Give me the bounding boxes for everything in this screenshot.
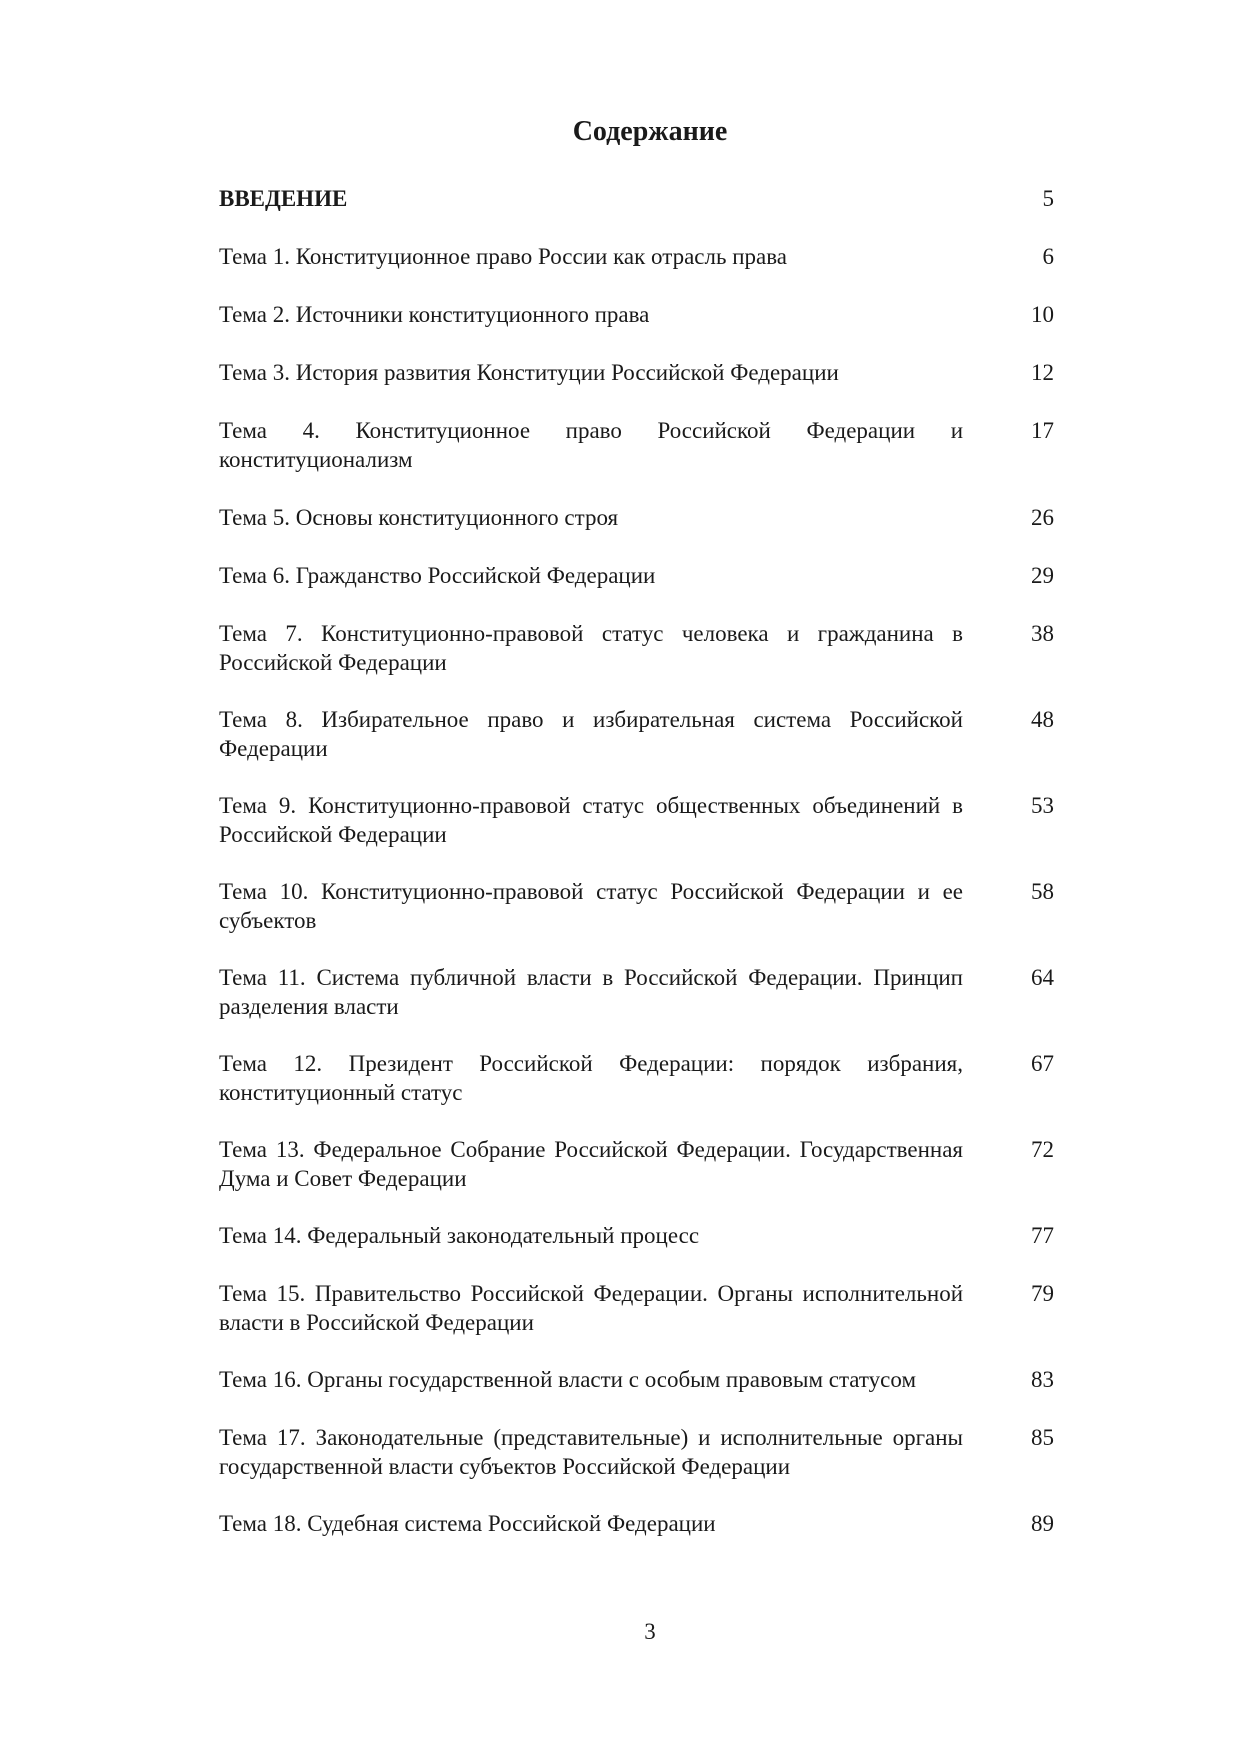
toc-entry-topic-13 — [219, 1135, 1054, 1193]
toc-entry-label: Тема 4. Конституционное право Российской Федерации и конституционализм — [219, 418, 963, 472]
toc-entry-page: 12 — [1031, 360, 1054, 385]
toc-entry-label: Тема 1. Конституционное право России как отрасль права — [219, 244, 787, 269]
toc-entry-topic-8 — [219, 705, 1054, 763]
toc-entry-page: 58 — [1031, 879, 1054, 904]
toc-entry-topic-11 — [219, 963, 1054, 1021]
toc-entry-label: Тема 5. Основы конституционного строя — [219, 505, 619, 530]
toc-entry-topic-15 — [219, 1279, 1054, 1337]
toc-entry-topic-17 — [219, 1423, 1054, 1481]
toc-entry-label: Тема 17. Законодательные (представительные) и исполнительные органы государственной власти субъектов Российской Федерации — [219, 1425, 963, 1479]
toc-entry-label: Тема 14. Федеральный законодательный процесс — [219, 1223, 700, 1248]
toc-entry-page: 64 — [1031, 965, 1054, 990]
toc-entry-topic-6 — [219, 561, 1054, 591]
toc-entry-label: Тема 9. Конституционно-правовой статус общественных объединений в Российской Федерации — [219, 793, 963, 847]
toc-entry-page: 89 — [1031, 1511, 1054, 1536]
toc-entry-topic-4 — [219, 416, 1054, 474]
toc-entry-label: Тема 16. Органы государственной власти с особым правовым статусом — [219, 1367, 916, 1392]
toc-entry-page: 83 — [1031, 1367, 1054, 1392]
toc-entry-topic-10 — [219, 877, 1054, 935]
toc-entry-page: 6 — [1042, 244, 1054, 269]
toc-entry-page: 38 — [1031, 621, 1054, 646]
toc-entry-label: Тема 11. Система публичной власти в Российской Федерации. Принцип разделения власти — [219, 965, 963, 1019]
toc-entry-topic-2 — [219, 300, 1054, 330]
toc-entry-page: 10 — [1031, 302, 1054, 327]
toc-entry-label: Тема 7. Конституционно-правовой статус человека и гражданина в Российской Федерации — [219, 621, 963, 675]
toc-entry-page: 5 — [1042, 186, 1054, 211]
toc-entry-topic-14 — [219, 1221, 1054, 1251]
toc-entry-topic-7 — [219, 619, 1054, 677]
page-number: 3 — [644, 1619, 656, 1644]
toc-entry-topic-3 — [219, 358, 1054, 388]
toc-entry-label: Тема 15. Правительство Российской Федерации. Органы исполнительной власти в Российской Федерации — [219, 1281, 963, 1335]
toc-entry-page: 72 — [1031, 1137, 1054, 1162]
toc-entry-page: 77 — [1031, 1223, 1054, 1248]
toc-entry-label: Тема 8. Избирательное право и избирательная система Российской Федерации — [219, 707, 963, 761]
table-of-contents — [219, 184, 1054, 1539]
toc-entry-topic-5 — [219, 503, 1054, 533]
toc-entry-page: 67 — [1031, 1051, 1054, 1076]
toc-entry-label: Тема 10. Конституционно-правовой статус Российской Федерации и ее субъектов — [219, 879, 963, 933]
toc-entry-page: 26 — [1031, 505, 1054, 530]
toc-entry-page: 17 — [1031, 418, 1054, 443]
toc-entry-label: Тема 6. Гражданство Российской Федерации — [219, 563, 656, 588]
toc-entry-label: Тема 13. Федеральное Собрание Российской Федерации. Государственная Дума и Совет Федерации — [219, 1137, 963, 1191]
toc-entry-page: 48 — [1031, 707, 1054, 732]
toc-entry-page: 79 — [1031, 1281, 1054, 1306]
toc-entry-label: ВВЕДЕНИЕ — [219, 186, 348, 211]
toc-entry-label: Тема 18. Судебная система Российской Федерации — [219, 1511, 716, 1536]
toc-entry-page: 85 — [1031, 1425, 1054, 1450]
toc-entry-topic-16 — [219, 1365, 1054, 1395]
page-title: Содержание — [572, 116, 728, 147]
toc-entry-topic-12 — [219, 1049, 1054, 1107]
toc-entry-page: 29 — [1031, 563, 1054, 588]
toc-entry-introduction — [219, 184, 1054, 214]
toc-entry-topic-9 — [219, 791, 1054, 849]
toc-entry-topic-1 — [219, 242, 1054, 272]
toc-entry-label: Тема 2. Источники конституционного права — [219, 302, 650, 327]
toc-entry-page: 53 — [1031, 793, 1054, 818]
toc-entry-topic-18 — [219, 1509, 1054, 1539]
toc-entry-label: Тема 3. История развития Конституции Российской Федерации — [219, 360, 839, 385]
toc-entry-label: Тема 12. Президент Российской Федерации: порядок избрания, конституционный статус — [219, 1051, 963, 1105]
